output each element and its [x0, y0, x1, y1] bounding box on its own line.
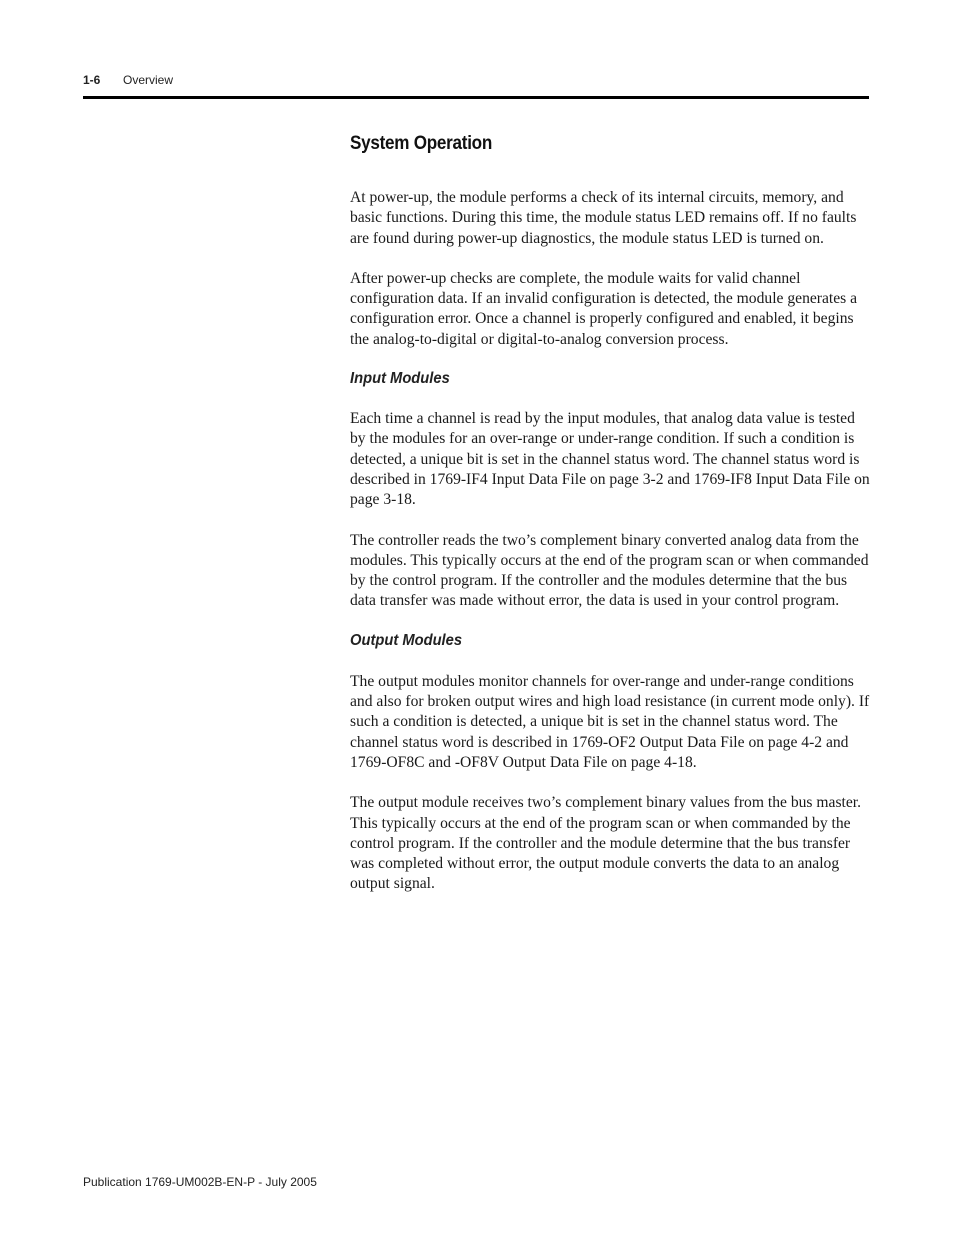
input-modules-heading: Input Modules [350, 370, 450, 388]
publication-footer: Publication 1769-UM002B-EN-P - July 2005 [83, 1175, 317, 1189]
page-number: 1-6 [83, 73, 101, 87]
output-modules-paragraph-2: The output module receives two’s complement binary values from the bus master. This typically occurs at the end of the program scan or when commanded by the control program. If the controller and the module determine that the bus transfer was completed without error, the output module converts the data to an analog output signal. [350, 794, 861, 893]
main-content [350, 133, 870, 895]
output-modules-paragraph-1: The output modules monitor channels for over-range and under-range conditions and also for broken output wires and high load resistance (in current mode only). If such a condition is detected, a unique bit is set in the channel status word. The channel status word is described in 1769-OF2 Output Data File on page 4-2 and 1769-OF8C and -OF8V Output Data File on page 4-18. [350, 672, 870, 771]
input-modules-paragraph-2: The controller reads the two’s complement binary converted analog data from the modules. This typically occurs at the end of the program scan or when commanded by the control program. If the controller and the modules determine that the bus data transfer was made without error, the data is used in your control program. [350, 531, 869, 610]
intro-paragraph-2: After power-up checks are complete, the module waits for valid channel configuration data. If an invalid configuration is detected, the module generates a configuration error. Once a channel is properly configured and enabled, it begins the analog-to-digital or digital-to-analog conversion process. [350, 269, 858, 348]
header-rule [83, 96, 869, 99]
section-title: System Operation [350, 133, 493, 154]
output-modules-heading: Output Modules [350, 631, 463, 649]
running-header [83, 73, 173, 87]
intro-paragraph-1: At power-up, the module performs a check of its internal circuits, memory, and basic functions. During this time, the module status LED remains off. If no faults are found during power-up diagnostics, the module status LED is turned on. [350, 189, 857, 247]
input-modules-paragraph-1: Each time a channel is read by the input modules, that analog data value is tested by the modules for an over-range or under-range condition. If such a condition is detected, a unique bit is set in the channel status word. The channel status word is described in 1769-IF4 Input Data File on page 3-2 and 1769-IF8 Input Data File on page 3-18. [350, 410, 870, 509]
header-section: Overview [123, 73, 174, 87]
